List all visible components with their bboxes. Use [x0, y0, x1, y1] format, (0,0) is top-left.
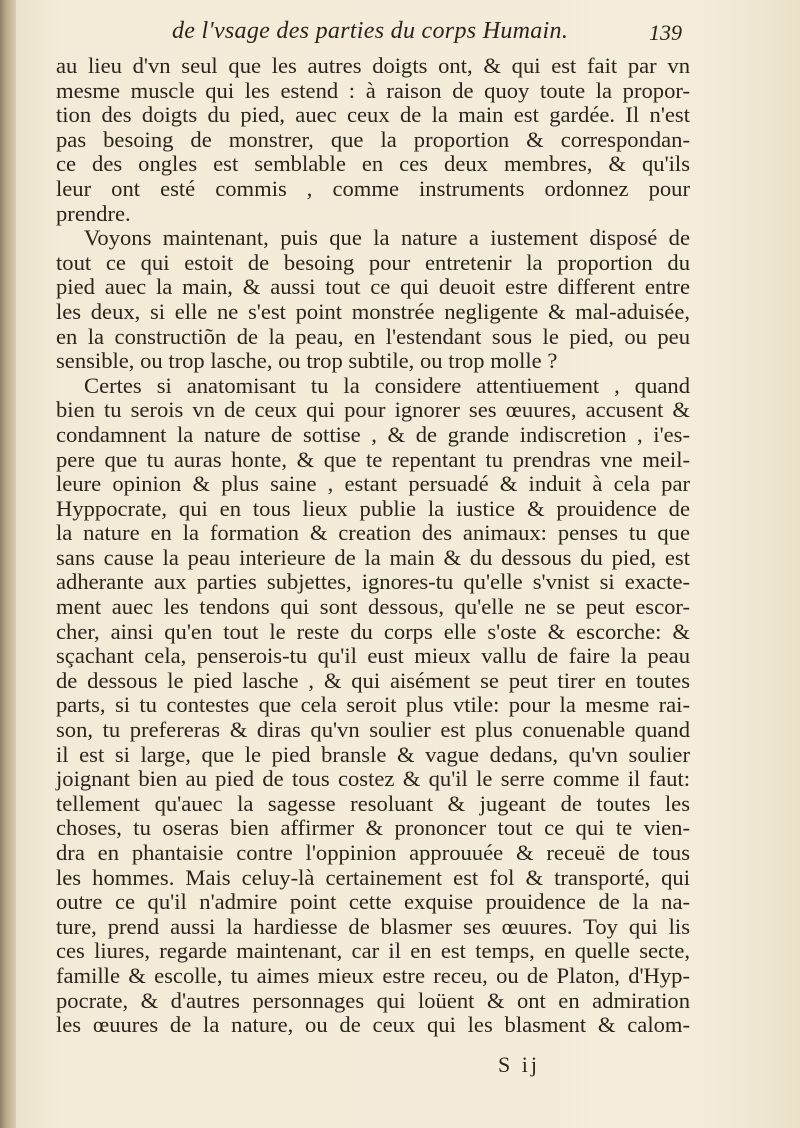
text-line: leure opinion & plus saine , estant persuadé & induit à cela par [56, 471, 690, 497]
text-line: tellement qu'auec la sagesse resoluant & jugeant de toutes les [56, 790, 690, 816]
text-line: adherante aux parties subjettes, ignores-tu qu'elle s'vnist si exacte- [56, 569, 690, 595]
text-line: Certes si anatomisant tu la considere attentiuement , quand [84, 372, 690, 398]
text-line: ces liures, regarde maintenant, car il en est temps, en quelle secte, [56, 938, 690, 964]
text-line: famille & escolle, tu aimes mieux estre receu, ou de Platon, d'Hyp- [56, 962, 690, 988]
text-line: son, tu prefereras & diras qu'vn soulier est plus conuenable quand [56, 717, 690, 743]
text-line: Hyppocrate, qui en tous lieux publie la iustice & prouidence de [56, 495, 690, 521]
text-line: Voyons maintenant, puis que la nature a iustement disposé de [84, 225, 690, 251]
text-line: pas besoing de monstrer, que la proportion & correspondan- [56, 126, 690, 152]
text-line: il est si large, que le pied bransle & vague dedans, qu'vn soulier [56, 741, 690, 767]
text-line: parts, si tu contestes que cela seroit plus vtile: pour la mesme rai- [56, 692, 690, 718]
text-line: les œuures de la nature, ou de ceux qui les blasment & calom- [56, 1012, 690, 1038]
text-line: au lieu d'vn seul que les autres doigts ont, & qui est fait par vn [56, 53, 690, 78]
text-line: sensible, ou trop lasche, ou trop subtile, ou trop molle ? [56, 348, 558, 374]
text-line: choses, tu oseras bien affirmer & prononcer tout ce qui te vien- [56, 815, 690, 841]
text-line: sçachant cela, penserois-tu qu'il eust mieux vallu de faire la peau [56, 643, 690, 669]
text-line: leur ont esté commis , comme instruments ordonnez pour [56, 175, 690, 201]
text-line: tout ce qui estoit de besoing pour entretenir la proportion du [56, 249, 690, 275]
text-line: sans cause la peau interieure de la main & du dessous du pied, est [56, 544, 690, 570]
page-binding-edge [0, 0, 16, 1128]
text-line: ce des ongles est semblable en ces deux membres, & qu'ils [56, 151, 690, 177]
text-line: tion des doigts du pied, auec ceux de la main est gardée. Il n'est [56, 102, 690, 128]
text-line: condamnent la nature de sottise , & de grande indiscretion , i'es- [56, 421, 690, 447]
signature-mark: S ij [498, 1052, 540, 1077]
text-line: la nature en la formation & creation des animaux: penses tu que [56, 520, 690, 546]
text-line: pere que tu auras honte, & que te repentant tu prendras vne meil- [56, 446, 690, 472]
text-line: dra en phantaisie contre l'oppinion approuuée & receuë de tous [56, 840, 690, 865]
text-line: les deux, si elle ne s'est point monstrée negligente & mal-aduisée, [56, 298, 690, 324]
text-line: ment auec les tendons qui sont dessous, qu'elle ne se peut escor- [56, 594, 690, 620]
text-line: pocrate, & d'autres personnages qui loüent & ont en admiration [56, 987, 690, 1013]
text-line: mesme muscle qui les estend : à raison de quoy toute la propor- [56, 77, 690, 103]
text-line: outre ce qu'il n'admire point cette exquise prouidence de la na- [56, 889, 690, 915]
text-line: joignant bien au pied de tous costez & qu'il le serre comme il faut: [56, 766, 690, 792]
text-line: pied auec la main, & aussi tout ce qui deuoit estre different entre [56, 274, 690, 300]
page-number: 139 [649, 20, 682, 45]
text-line: en la constructiõn de la peau, en l'estendant sous le pied, ou peu [56, 323, 690, 349]
text-line: ture, prend aussi la hardiesse de blasmer ses œuures. Toy qui lis [56, 913, 690, 939]
text-line: cher, ainsi qu'en tout le reste du corps elle s'oste & escorche: & [56, 618, 690, 644]
running-header: de l'vsage des parties du corps Humain. [172, 18, 569, 44]
body-text [56, 54, 690, 1038]
text-line: les hommes. Mais celuy-là certainement est fol & transporté, qui [56, 864, 690, 890]
text-line: de dessous le pied lasche , & qui aisément se peut tirer en toutes [56, 667, 690, 693]
text-line: bien tu serois vn de ceux qui pour ignorer ses œuures, accusent & [56, 397, 690, 423]
text-line: prendre. [56, 200, 131, 226]
